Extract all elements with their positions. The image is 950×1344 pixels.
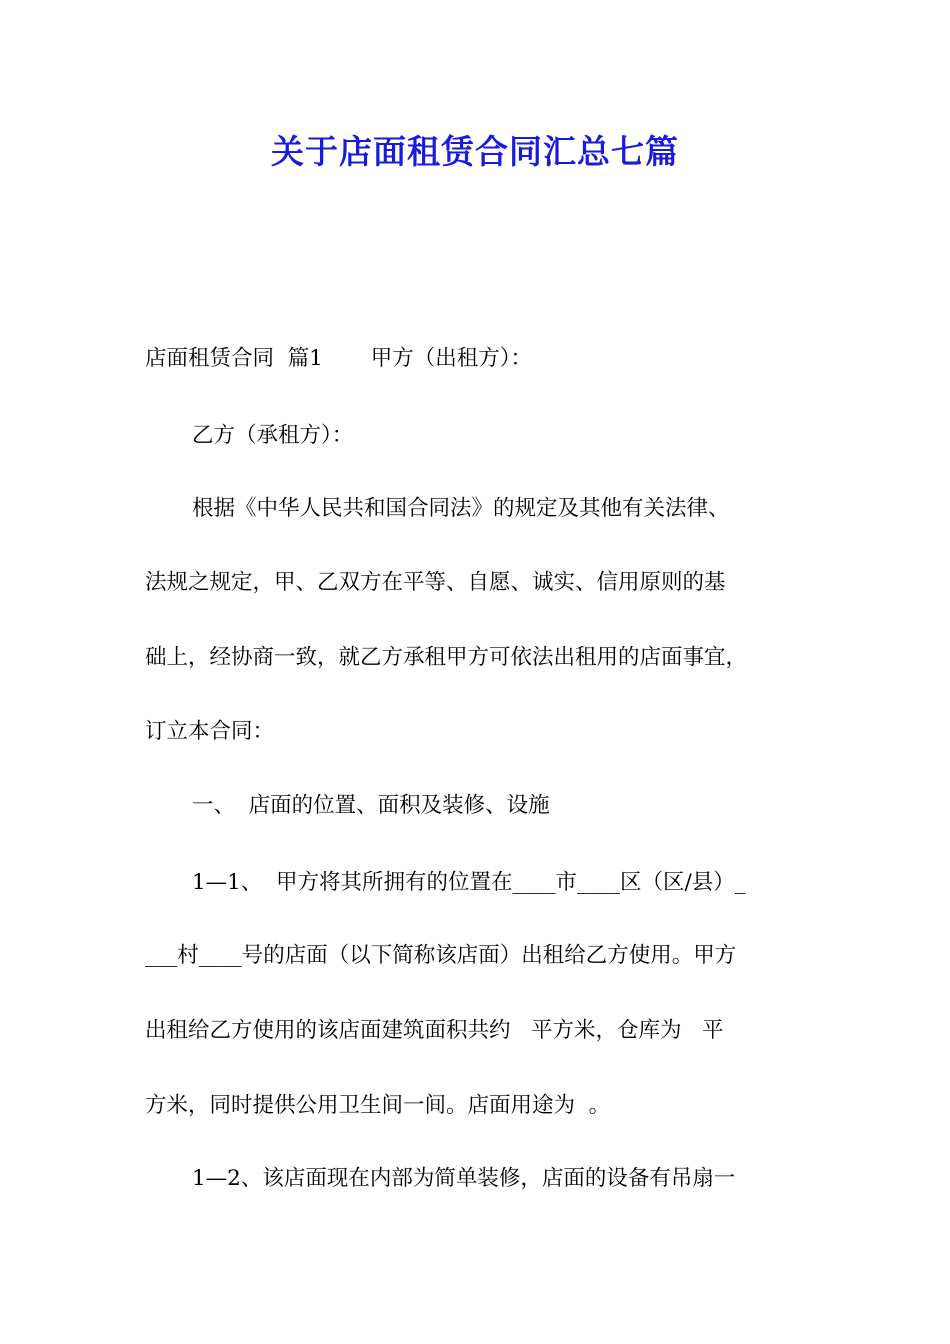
- paragraph-line: 订立本合同：: [145, 719, 275, 744]
- paragraph-line: 根据《中华人民共和国合同法》的规定及其他有关法律、: [192, 496, 730, 521]
- clause-line: 1—1、 甲方将其所拥有的位置在____市____区（区/县）_: [192, 870, 746, 895]
- clause-line: 方米，同时提供公用卫生间一间。店面用途为 。: [145, 1093, 611, 1118]
- party-b-line: 乙方（承租方）：: [192, 423, 354, 448]
- document-title: 关于店面租赁合同汇总七篇: [271, 132, 679, 171]
- clause-line: 出租给乙方使用的该店面建筑面积共约 平方米，仓库为 平: [145, 1018, 724, 1043]
- paragraph-line: 法规之规定，甲、乙双方在平等、自愿、诚实、信用原则的基: [145, 570, 726, 595]
- contract-heading-line: 店面租赁合同 篇1 甲方（出租方）：: [145, 346, 532, 371]
- paragraph-line: 础上，经协商一致，就乙方承租甲方可依法出租用的店面事宜，: [145, 645, 748, 670]
- clause-line: ___村____号的店面（以下简称该店面）出租给乙方使用。甲方: [145, 943, 737, 968]
- section-heading-line: 一、 店面的位置、面积及装修、设施: [192, 793, 550, 818]
- clause-line: 1—2、该店面现在内部为简单装修，店面的设备有吊扇一: [192, 1166, 736, 1191]
